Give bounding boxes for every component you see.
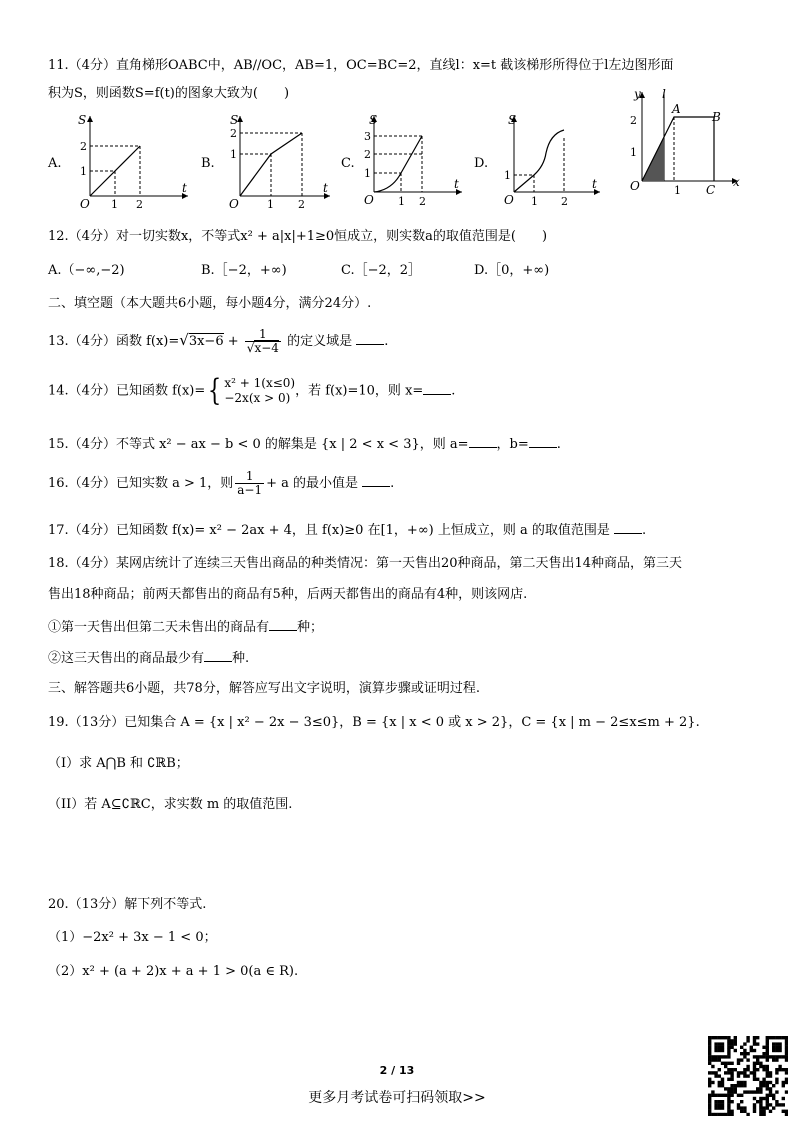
q13: 13.（4分）函数 f(x)=√3x−6 + $\frac{1}{√x-4}$ 的定义域是 . xyxy=(48,327,389,356)
svg-text:C: C xyxy=(706,183,716,197)
svg-text:2: 2 xyxy=(136,198,143,211)
q19-stem: 19.（13分）已知集合 A = {x | x² − 2x − 3≤0}，B = {x | x < 0 或 x > 2}，C = {x | m − 2≤x≤m + 2}. xyxy=(48,715,700,730)
q18-line1: 18.（4分）某网店统计了连续三天售出商品的种类情况：第一天售出20种商品，第二天售出14种商品，第三天 xyxy=(48,556,683,571)
q12-option-b: B.［−2，+∞) xyxy=(201,263,287,278)
q12-option-c: C.［−2，2］ xyxy=(341,263,422,278)
q17: 17.（4分）已知函数 f(x)= x² − 2ax + 4，且 f(x)≥0 在[1，+∞) 上恒成立，则 a 的取值范围是 . xyxy=(48,523,647,538)
page-number: 2 / 13 xyxy=(379,1064,415,1077)
svg-text:A: A xyxy=(672,102,681,116)
trapezoid-figure xyxy=(622,84,754,200)
section-2-heading: 二、填空题（本大题共6小题，每小题4分，满分24分）. xyxy=(48,296,372,311)
svg-text:2: 2 xyxy=(230,127,237,140)
graph-b xyxy=(220,108,340,213)
q20-sub2: （2）x² + (a + 2)x + a + 1 > 0(a ∈ R). xyxy=(48,964,299,979)
svg-text:y: y xyxy=(634,87,641,101)
svg-text:O: O xyxy=(229,197,239,211)
svg-text:2: 2 xyxy=(630,114,637,127)
graph-c xyxy=(358,108,468,213)
svg-text:S: S xyxy=(230,113,239,127)
q18-line2: 售出18种商品；前两天都售出的商品有5种，后两天都售出的商品有4种，则该网店. xyxy=(48,587,528,602)
q11-option-d: D. xyxy=(474,156,489,171)
graph-d xyxy=(498,108,608,213)
svg-text:1: 1 xyxy=(80,165,87,178)
q11-line1: 11.（4分）直角梯形OABC中，AB//OC，AB=1，OC=BC=2，直线l：x=t 截该梯形所得位于l左边图形面 xyxy=(48,58,674,73)
svg-text:l: l xyxy=(662,87,666,101)
q20-stem: 20.（13分）解下列不等式. xyxy=(48,897,207,912)
svg-text:1: 1 xyxy=(230,148,237,161)
q18-sub2: ②这三天售出的商品最少有 种. xyxy=(48,651,250,666)
q12-option-d: D.［0，+∞) xyxy=(474,263,550,278)
svg-text:1: 1 xyxy=(111,198,118,211)
svg-text:O: O xyxy=(364,193,374,207)
svg-text:O: O xyxy=(80,197,90,211)
svg-text:1: 1 xyxy=(674,184,681,197)
q11-line2: 积为S，则函数S=f(t)的图象大致为( ) xyxy=(48,86,290,101)
qr-code[interactable] xyxy=(708,1036,788,1116)
svg-text:1: 1 xyxy=(531,195,538,208)
axis-label-s: S xyxy=(78,113,87,127)
svg-text:1: 1 xyxy=(267,198,274,211)
svg-text:3: 3 xyxy=(364,130,371,143)
q12-option-a: A.（−∞,−2) xyxy=(48,263,125,278)
q19-sub2: （II）若 A⊆∁ℝC，求实数 m 的取值范围. xyxy=(48,797,293,812)
q11-option-b: B. xyxy=(201,156,215,171)
svg-text:2: 2 xyxy=(364,148,371,161)
section-3-heading: 三、解答题共6小题，共78分，解答应写出文字说明，演算步骤或证明过程. xyxy=(48,681,480,696)
graph-a xyxy=(68,108,198,213)
svg-text:B: B xyxy=(712,110,721,124)
q16: 16.（4分）已知实数 a > 1，则 $\frac{1}{a-1}$ + a 的最小值是 . xyxy=(48,469,395,498)
svg-text:2: 2 xyxy=(80,140,87,153)
q18-sub1: ①第一天售出但第二天未售出的商品有 种； xyxy=(48,620,324,635)
svg-text:S: S xyxy=(369,113,378,127)
footer-promo-text: 更多月考试卷可扫码领取>> xyxy=(308,1090,486,1106)
svg-text:O: O xyxy=(630,179,640,193)
q20-sub1: （1）−2x² + 3x − 1 < 0； xyxy=(48,930,217,945)
svg-text:x: x xyxy=(733,175,740,189)
svg-text:O: O xyxy=(504,193,514,207)
svg-text:t: t xyxy=(592,177,597,191)
q15: 15.（4分）不等式 x² − ax − b < 0 的解集是 {x | 2 < x < 3}，则 a= ，b= . xyxy=(48,437,561,452)
q11-option-c: C. xyxy=(341,156,355,171)
svg-text:2: 2 xyxy=(561,195,568,208)
q14: 14.（4分）已知函数 f(x)={ x² + 1(x≤0) −2x(x > 0) ，若 f(x)=10，则 x= . xyxy=(48,373,456,408)
svg-text:t: t xyxy=(323,181,328,195)
q12-stem: 12.（4分）对一切实数x，不等式x² + a|x|+1≥0恒成立，则实数a的取值范围是( ) xyxy=(48,229,548,244)
svg-text:t: t xyxy=(454,177,459,191)
svg-text:2: 2 xyxy=(419,195,426,208)
svg-text:S: S xyxy=(508,113,517,127)
q11-option-a: A. xyxy=(48,156,62,171)
svg-text:1: 1 xyxy=(364,167,371,180)
svg-text:1: 1 xyxy=(504,169,511,182)
svg-text:1: 1 xyxy=(398,195,405,208)
q19-sub1: （I）求 A⋂B 和 ∁ℝB； xyxy=(48,756,189,771)
svg-text:2: 2 xyxy=(298,198,305,211)
svg-text:t: t xyxy=(182,181,187,195)
svg-text:1: 1 xyxy=(630,146,637,159)
